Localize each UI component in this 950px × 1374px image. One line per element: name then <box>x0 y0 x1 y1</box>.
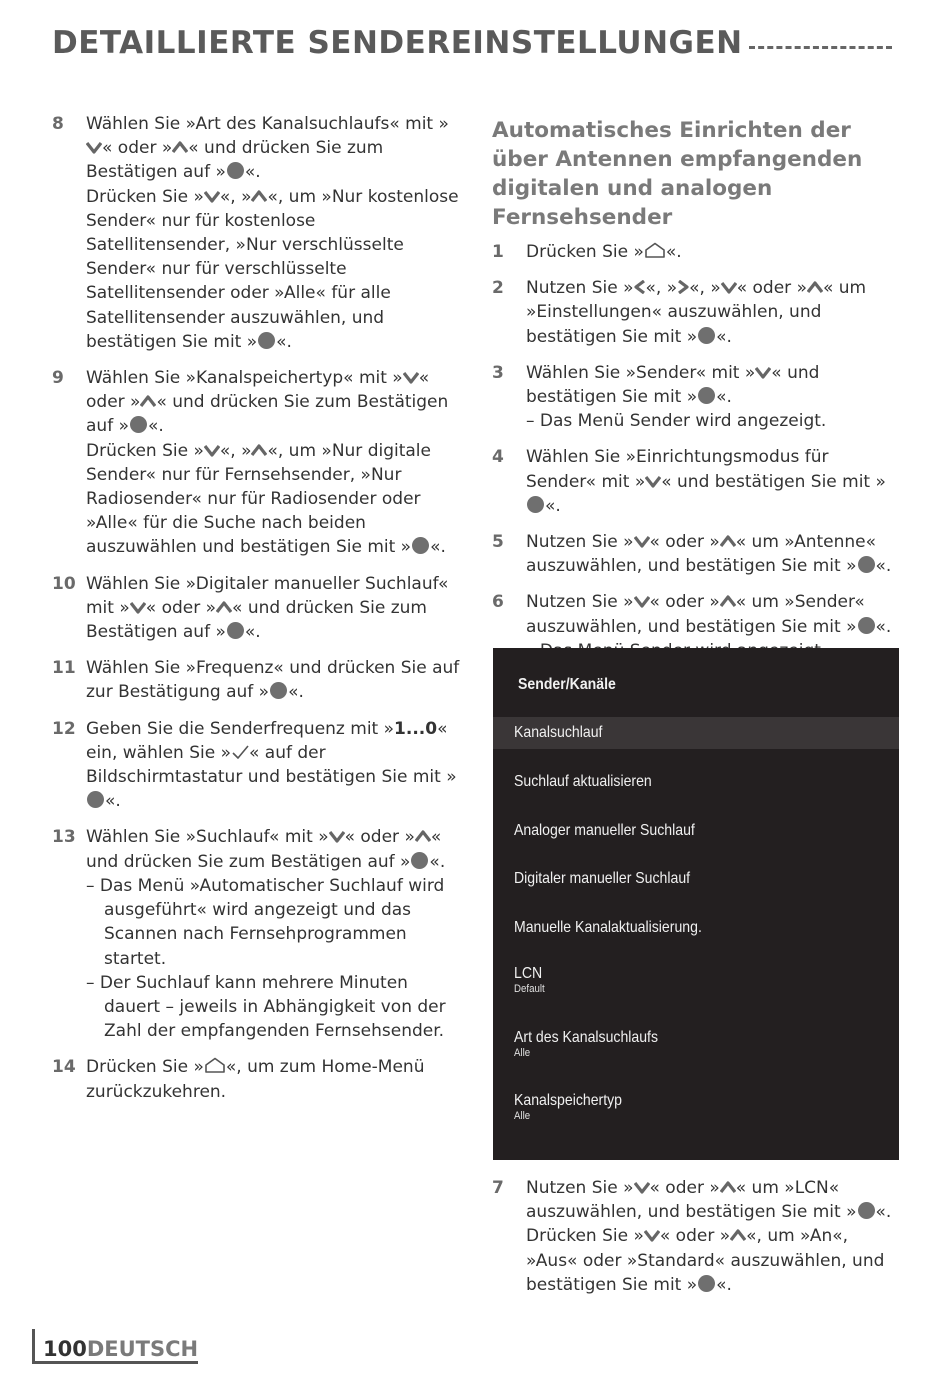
step-12 <box>52 717 464 814</box>
arrow-up-icon <box>720 594 736 608</box>
step-text: « und drücken Sie zum Bestätigen auf » <box>86 827 442 872</box>
step-line <box>526 445 902 518</box>
step-text: «. <box>244 622 261 643</box>
arrow-down-icon <box>204 189 220 203</box>
step-line <box>86 656 464 704</box>
step-note: – Der Suchlauf kann mehrere Minuten dauert – jeweils in Abhängigkeit von der Zahl der empfangenden Fernsehsender. <box>86 972 446 1042</box>
tv-menu-screenshot <box>493 648 899 1160</box>
step-text: «, » <box>689 278 721 299</box>
step-text: « oder » <box>659 1226 731 1247</box>
page-footer <box>32 1329 198 1364</box>
step-number: 2 <box>492 278 504 299</box>
step-text: «, » <box>219 186 252 207</box>
footer-language: DEUTSCH <box>86 1337 199 1361</box>
step-number: 7 <box>492 1178 504 1198</box>
page-number: 100 <box>43 1337 87 1361</box>
step-text: Wählen Sie »Kanalspeichertyp« mit » <box>86 368 403 389</box>
tv-menu-item[interactable] <box>493 1029 899 1061</box>
step-body <box>86 825 464 1043</box>
step-body <box>526 1176 902 1297</box>
step-9 <box>52 366 464 560</box>
step-line <box>86 825 464 873</box>
tv-menu-item-label: LCN <box>514 965 543 982</box>
step-note: – Das Menü Sender wird angezeigt. <box>526 411 827 432</box>
step-text: «. <box>665 242 682 262</box>
step-text: «. <box>875 616 892 637</box>
arrow-right-icon <box>677 280 689 294</box>
step-body <box>86 572 464 645</box>
step-body <box>86 1055 464 1103</box>
step-text: «. <box>276 331 292 352</box>
tv-menu-item[interactable] <box>493 965 899 997</box>
arrow-down-icon <box>721 280 737 294</box>
step-text: «. <box>875 556 892 577</box>
arrow-down-icon <box>634 534 650 548</box>
step-text: «, um zum Home-Menü zurückzukehren. <box>86 1057 425 1102</box>
step-text: «. <box>429 851 446 872</box>
step-2 <box>492 276 902 349</box>
step-body <box>86 656 464 704</box>
arrow-down-icon <box>755 365 771 379</box>
ok-button-icon <box>698 387 715 404</box>
arrow-down-icon <box>645 474 661 488</box>
step-line <box>526 1176 902 1224</box>
step-number: 12 <box>52 718 76 739</box>
step-line <box>86 439 464 560</box>
tv-menu-item-label: Suchlauf aktualisieren <box>514 773 652 790</box>
arrow-up-icon <box>720 1180 736 1194</box>
home-icon <box>644 242 666 258</box>
step-text: « oder » <box>649 592 720 613</box>
step-text: Wählen Sie »Suchlauf« mit » <box>86 827 329 848</box>
ok-button-icon <box>87 791 104 808</box>
step-11 <box>52 656 464 704</box>
step-number: 3 <box>492 362 504 383</box>
step-line <box>86 185 464 354</box>
arrow-up-icon <box>140 394 156 408</box>
step-text: Drücken Sie » <box>86 1057 204 1078</box>
page-title: DETAILLIERTE SENDEREINSTELLUNGEN <box>52 25 743 61</box>
arrow-down-icon <box>644 1228 660 1242</box>
step-text: Nutzen Sie » <box>526 1178 634 1198</box>
step-text: «. <box>545 495 561 516</box>
step-line <box>86 971 464 1044</box>
step-13 <box>52 825 464 1043</box>
arrow-down-icon <box>634 594 650 608</box>
step-body <box>86 366 464 560</box>
tv-menu-item-label: Art des Kanalsuchlaufs <box>514 1029 659 1046</box>
step-number: 4 <box>492 447 504 468</box>
step-text: « um »Sender« auszuwählen, und bestätigen Sie mit » <box>526 592 865 637</box>
step-number: 13 <box>52 827 76 848</box>
step-number: 14 <box>52 1057 76 1078</box>
right-column <box>492 112 902 675</box>
step-text: « ein, wählen Sie » <box>86 718 448 763</box>
step-text: Wählen Sie »Sender« mit » <box>526 362 756 383</box>
ok-button-icon <box>527 496 544 513</box>
step-text: «. <box>147 416 164 437</box>
ok-button-icon <box>227 162 244 179</box>
step-text: « oder » <box>86 368 430 413</box>
tv-menu-item[interactable] <box>493 766 899 798</box>
step-line <box>86 112 464 185</box>
step-body <box>526 530 902 578</box>
tv-menu-item-label: Manuelle Kanalaktualisierung. <box>514 919 702 936</box>
step-text: Drücken Sie » <box>86 440 204 461</box>
step-text: « oder » <box>649 532 720 553</box>
arrow-up-icon <box>807 280 823 294</box>
step-text: «. <box>716 1274 732 1295</box>
right-steps <box>492 240 902 663</box>
step-text: «. <box>105 791 121 812</box>
step-text: « um »Einstellungen« auszuwählen, und bestätigen Sie mit » <box>526 278 867 347</box>
arrow-up-icon <box>730 1228 746 1242</box>
arrow-down-icon <box>329 829 345 843</box>
key-label: 1...0 <box>394 718 438 739</box>
page-header <box>52 18 892 68</box>
ok-button-icon <box>858 1202 875 1219</box>
check-icon <box>231 745 249 759</box>
arrow-down-icon <box>634 1180 650 1194</box>
step-text: « und drücken Sie zum Bestätigen auf » <box>86 597 427 643</box>
step-line <box>526 240 902 264</box>
tv-menu-item[interactable] <box>493 912 899 944</box>
step-body <box>86 717 464 814</box>
step-text: Nutzen Sie » <box>526 278 634 299</box>
tv-menu-item-label: Kanalsuchlauf <box>514 724 603 741</box>
step-text: «, um »Nur digitale Sender« nur für Fernsehsender, »Nur Radiosender« nur für Radiosender oder »Alle« für die Suche nach beiden auszuwählen und bestätigen Sie mit » <box>86 440 431 558</box>
tv-menu-item-value: Alle <box>514 1047 531 1059</box>
step-number: 11 <box>52 658 76 679</box>
step-note: – Das Menü »Automatischer Suchlauf wird ausgeführt« wird angezeigt und das Scannen nach Fernsehprogrammen startet. <box>86 875 445 969</box>
tv-menu-item[interactable] <box>493 863 899 895</box>
step-4 <box>492 445 902 518</box>
step-text: « und bestätigen Sie mit » <box>661 471 886 492</box>
step-text: «. <box>430 537 446 558</box>
step-10 <box>52 572 464 645</box>
step-line <box>526 409 902 433</box>
step-text: « oder » <box>145 597 217 618</box>
step-7 <box>492 1176 902 1309</box>
arrow-left-icon <box>634 280 646 294</box>
step-text: « auf der Bildschirmtastatur und bestätigen Sie mit » <box>86 742 457 788</box>
step-line <box>86 366 464 439</box>
home-icon <box>204 1057 226 1073</box>
step-14 <box>52 1055 464 1103</box>
step-text: «, um »An«, »Aus« oder »Standard« auszuwählen, und bestätigen Sie mit » <box>526 1226 885 1295</box>
header-rule <box>749 46 892 49</box>
tv-menu-item-label: Digitaler manueller Suchlauf <box>514 870 691 887</box>
arrow-up-icon <box>720 534 736 548</box>
step-text: Geben Sie die Senderfrequenz mit » <box>86 718 395 739</box>
arrow-up-icon <box>216 600 232 614</box>
step-text: « um »LCN« auszuwählen, und bestätigen Sie mit » <box>526 1178 857 1223</box>
step-text: « und drücken Sie zum Bestätigen auf » <box>86 138 384 183</box>
left-column <box>52 112 464 1116</box>
step-text: Wählen Sie »Einrichtungsmodus für Sender« mit » <box>526 447 829 492</box>
step-text: « und drücken Sie zum Bestätigen auf » <box>86 392 449 437</box>
tv-menu-item-label: Kanalspeichertyp <box>514 1092 623 1109</box>
step-5 <box>492 530 902 578</box>
step-text: «. <box>716 387 732 408</box>
ok-button-icon <box>227 622 244 639</box>
tv-menu-item-label: Analoger manueller Suchlauf <box>514 822 695 839</box>
ok-button-icon <box>698 1275 715 1292</box>
step-line <box>526 530 902 578</box>
step-line <box>86 572 464 645</box>
step-line <box>526 590 902 638</box>
step-text: « oder » <box>102 138 173 159</box>
arrow-down-icon <box>204 443 220 457</box>
arrow-down-icon <box>86 140 102 154</box>
step-number: 1 <box>492 242 504 262</box>
step-body <box>526 361 902 434</box>
tv-menu-item[interactable] <box>493 717 899 749</box>
step-number: 8 <box>52 114 64 134</box>
step-number: 5 <box>492 532 504 553</box>
step-text: Nutzen Sie » <box>526 532 634 553</box>
tv-menu-item[interactable] <box>493 1092 899 1124</box>
arrow-up-icon <box>172 140 188 154</box>
step-text: Nutzen Sie » <box>526 592 634 613</box>
step-3 <box>492 361 902 434</box>
step-body <box>526 445 902 518</box>
step-1 <box>492 240 902 264</box>
step-body <box>526 276 902 349</box>
step-text: «, » <box>645 278 678 299</box>
step-body <box>86 112 464 354</box>
step-line <box>86 1055 464 1103</box>
step-text: « oder » <box>736 278 807 299</box>
arrow-up-icon <box>251 443 267 457</box>
section-title: Automatisches Einrichten der über Antennen empfangenden digitalen und analogen Fernsehsender <box>492 118 863 230</box>
arrow-down-icon <box>130 600 146 614</box>
step-text: «. <box>716 326 732 347</box>
arrow-down-icon <box>403 370 419 384</box>
step-text: «, » <box>219 440 252 461</box>
step-text: «, um »Nur kostenlose Sender« nur für kostenlose Satellitensender, »Nur verschlüsselte Sender« nur für verschlüsselte Satellitensender oder »Alle« für alle Satellitensender auszuwählen, und bestätigen Sie mit » <box>86 186 459 352</box>
ok-button-icon <box>411 852 428 869</box>
step-text: Wählen Sie »Digitaler manueller Suchlauf« mit » <box>86 573 449 618</box>
ok-button-icon <box>858 556 875 573</box>
step-number: 9 <box>52 368 64 389</box>
ok-button-icon <box>130 416 147 433</box>
tv-menu-item[interactable] <box>493 815 899 847</box>
tv-menu-item-value: Default <box>514 983 545 995</box>
tv-menu-title: Sender/Kanäle <box>518 676 616 693</box>
arrow-up-icon <box>415 829 431 843</box>
ok-button-icon <box>698 327 715 344</box>
step-number: 10 <box>52 573 76 594</box>
step-body <box>526 240 902 264</box>
step-line <box>526 361 902 409</box>
step-text: «. <box>875 1202 892 1223</box>
step-line <box>86 874 464 971</box>
ok-button-icon <box>270 682 287 699</box>
ok-button-icon <box>258 332 275 349</box>
ok-button-icon <box>858 617 875 634</box>
step-text: Drücken Sie » <box>526 242 644 262</box>
step-line <box>86 717 464 814</box>
step-text: « oder » <box>649 1178 720 1198</box>
step-text: «. <box>244 162 261 183</box>
step-text: «. <box>288 682 304 703</box>
tv-menu-item-value: Alle <box>514 1110 531 1122</box>
step-8 <box>52 112 464 354</box>
step-7 <box>492 1176 902 1297</box>
step-text: Drücken Sie » <box>526 1226 644 1247</box>
step-text: Drücken Sie » <box>86 186 204 207</box>
step-text: Wählen Sie »Art des Kanalsuchlaufs« mit » <box>86 114 449 134</box>
arrow-up-icon <box>251 189 267 203</box>
step-text: Wählen Sie »Frequenz« und drücken Sie auf zur Bestätigung auf » <box>86 658 460 703</box>
step-text: « oder » <box>344 827 415 848</box>
step-number: 6 <box>492 592 504 613</box>
step-text: « und bestätigen Sie mit » <box>526 362 820 408</box>
step-line <box>526 276 902 349</box>
ok-button-icon <box>412 537 429 554</box>
step-line <box>526 1224 902 1297</box>
step-text: « um »Antenne« auszuwählen, und bestätigen Sie mit » <box>526 532 877 577</box>
